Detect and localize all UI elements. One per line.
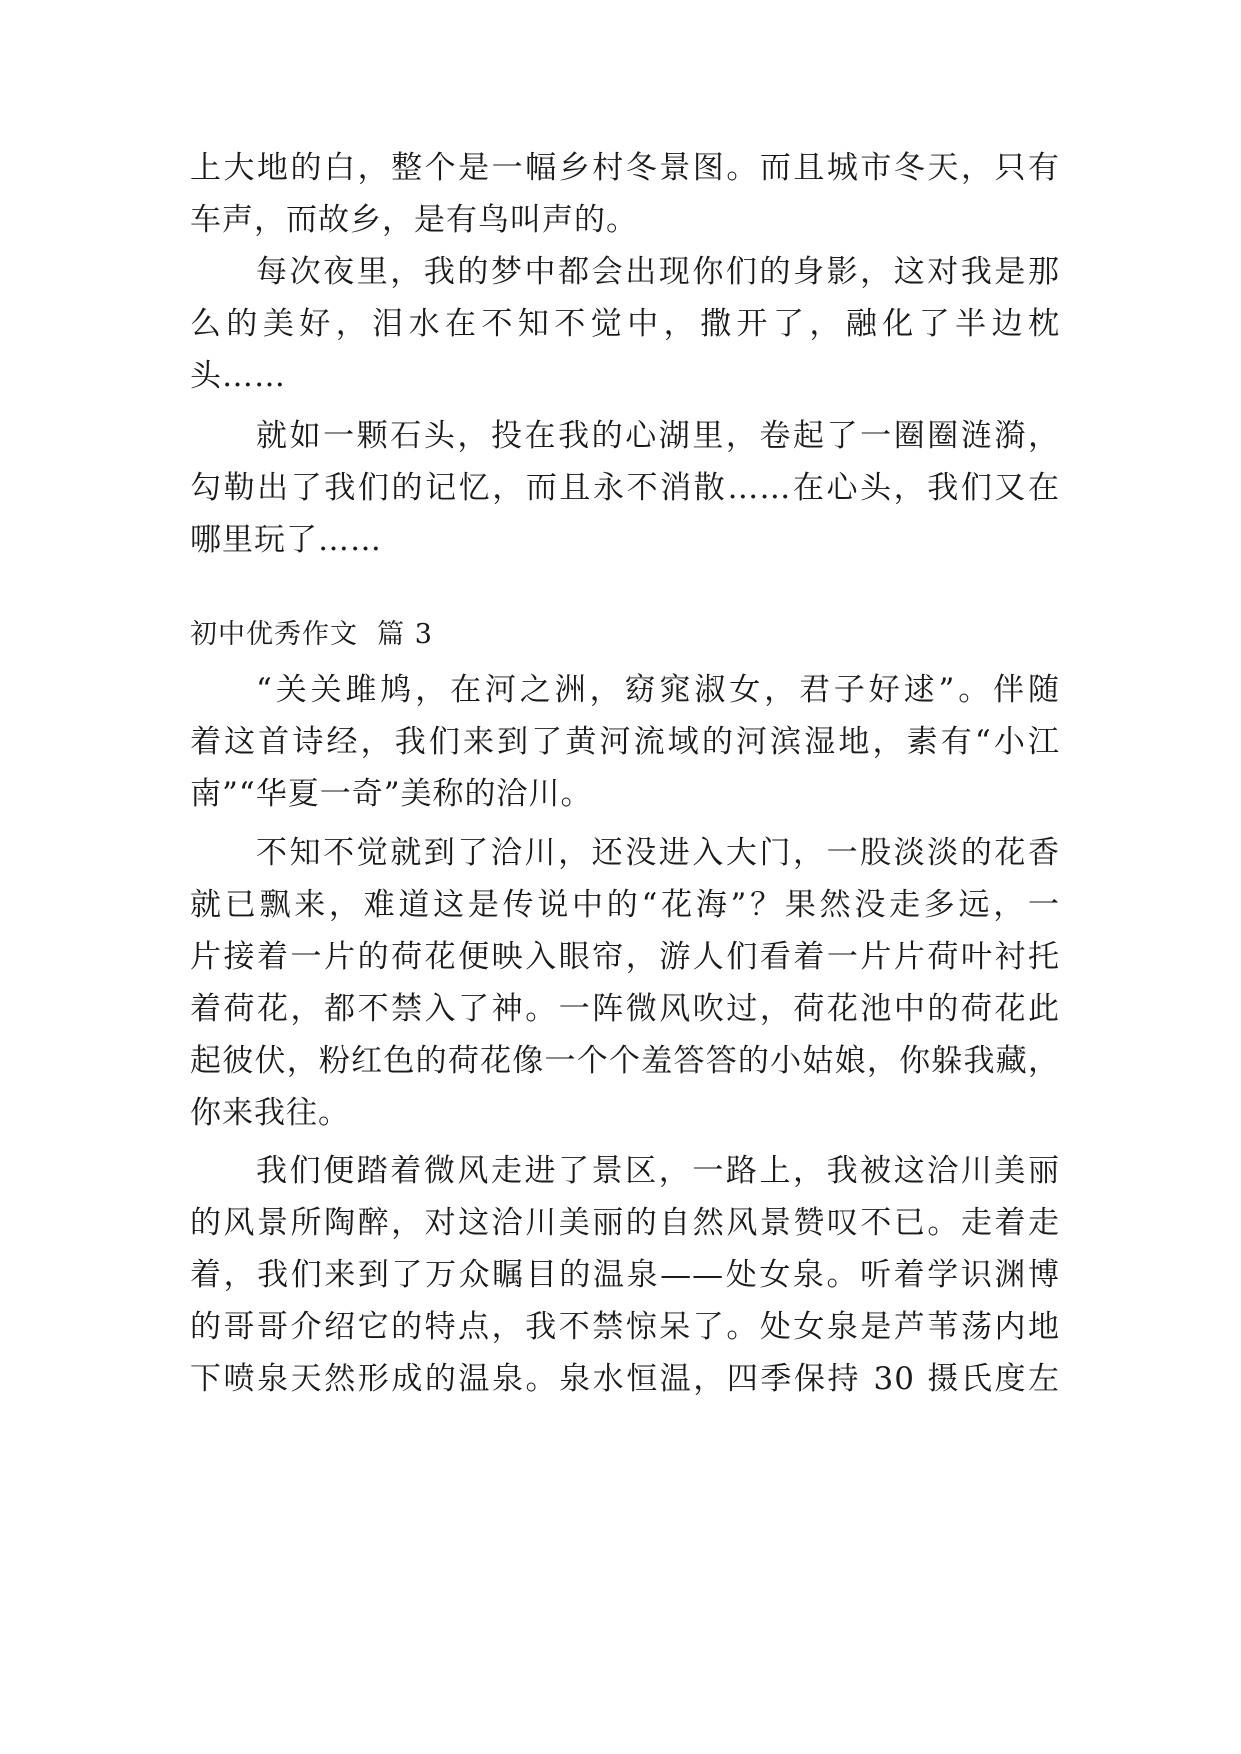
paragraph-line: 着这首诗经，我们来到了黄河流域的河滨湿地，素有“小江	[190, 724, 1060, 760]
paragraph-line: 哪里玩了……	[190, 522, 382, 558]
paragraph-line: 车声，而故乡，是有鸟叫声的。	[190, 202, 638, 238]
paragraph-line: 着，我们来到了万众瞩目的温泉——处女泉。听着学识渊博	[190, 1257, 1060, 1293]
paragraph-line: 不知不觉就到了洽川，还没进入大门，一股淡淡的花香	[256, 835, 1060, 871]
paragraph-line: 你来我往。	[190, 1095, 350, 1131]
paragraph-line: 勾勒出了我们的记忆，而且永不消散……在心头，我们又在	[190, 470, 1060, 506]
paragraph-line: 每次夜里，我的梦中都会出现你们的身影，这对我是那	[256, 254, 1060, 290]
paragraph-line: 上大地的白，整个是一幅乡村冬景图。而且城市冬天，只有	[190, 150, 1060, 186]
paragraph-line: 起彼伏，粉红色的荷花像一个个羞答答的小姑娘，你躲我藏，	[190, 1043, 1060, 1079]
paragraph-line: 片接着一片的荷花便映入眼帘，游人们看着一片片荷叶衬托	[190, 939, 1060, 975]
paragraph-line: 就已飘来，难道这是传说中的“花海”？果然没走多远，一	[190, 887, 1060, 923]
paragraph-line: 头……	[190, 358, 286, 394]
section-heading: 初中优秀作文 篇 3	[190, 619, 433, 650]
paragraph-line: 的哥哥介绍它的特点，我不禁惊呆了。处女泉是芦苇荡内地	[190, 1309, 1060, 1345]
paragraph-line: 么的美好，泪水在不知不觉中，撒开了，融化了半边枕	[190, 306, 1060, 342]
paragraph-line: 下喷泉天然形成的温泉。泉水恒温，四季保持 30 摄氏度左	[190, 1361, 1060, 1397]
paragraph-line: “关关雎鸠，在河之洲，窈窕淑女，君子好逑”。伴随	[256, 672, 1060, 708]
paragraph-line: 着荷花，都不禁入了神。一阵微风吹过，荷花池中的荷花此	[190, 991, 1060, 1027]
paragraph-line: 的风景所陶醉，对这洽川美丽的自然风景赞叹不已。走着走	[190, 1205, 1060, 1241]
paragraph-line: 我们便踏着微风走进了景区，一路上，我被这洽川美丽	[256, 1153, 1060, 1189]
paragraph-line: 就如一颗石头，投在我的心湖里，卷起了一圈圈涟漪，	[256, 418, 1060, 454]
paragraph-line: 南”“华夏一奇”美称的洽川。	[190, 776, 593, 812]
